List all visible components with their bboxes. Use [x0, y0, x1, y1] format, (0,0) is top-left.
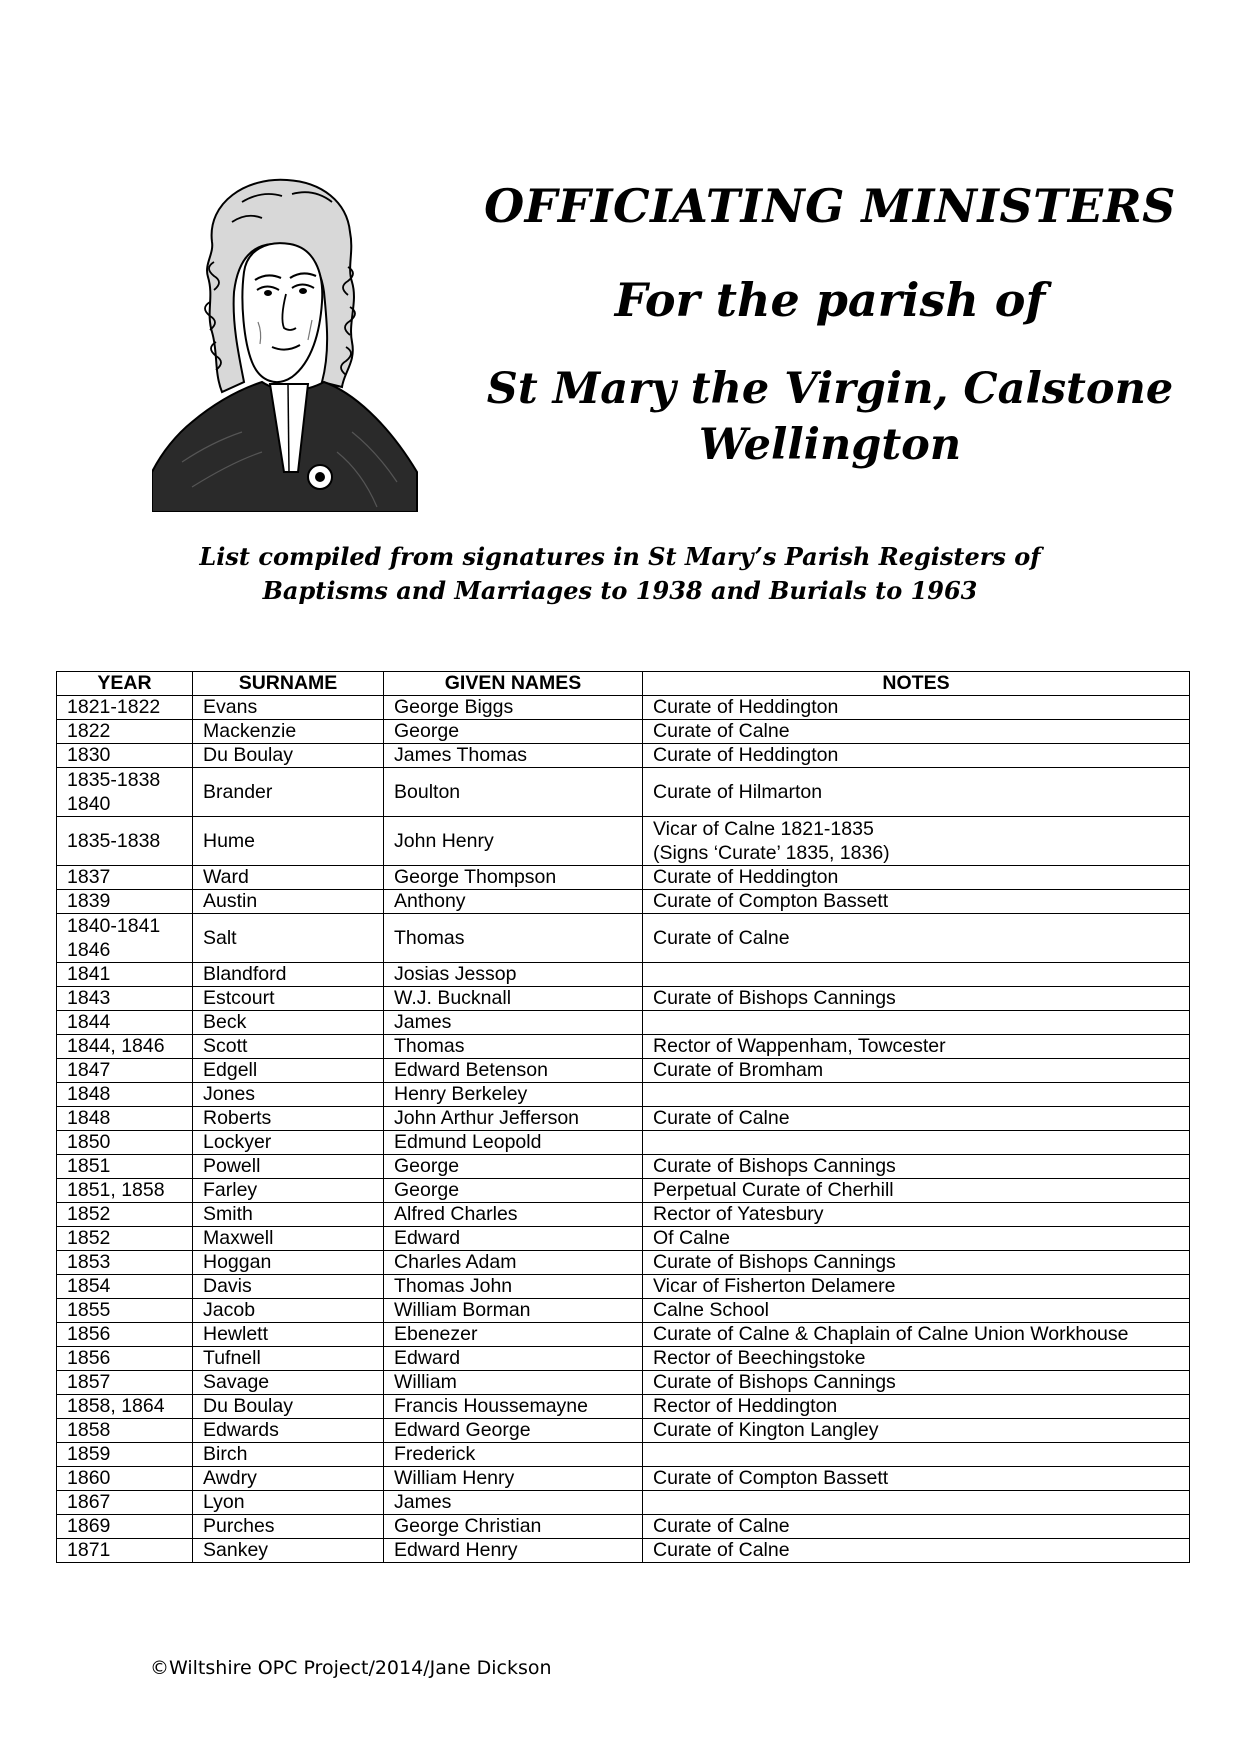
cell-year: 1857: [57, 1371, 193, 1395]
cell-surname: Maxwell: [193, 1227, 384, 1251]
cell-year: 1855: [57, 1299, 193, 1323]
title-line-3: St Mary the Virgin, Calstone: [486, 364, 1174, 414]
cell-notes: Rector of Beechingstoke: [643, 1347, 1190, 1371]
cell-given-names: William Henry: [384, 1467, 643, 1491]
table-row: [57, 1155, 1190, 1179]
cell-notes: Rector of Yatesbury: [643, 1203, 1190, 1227]
cell-notes: Perpetual Curate of Cherhill: [643, 1179, 1190, 1203]
cell-year: 1848: [57, 1107, 193, 1131]
cell-given-names: John Henry: [384, 817, 643, 866]
cell-surname: Beck: [193, 1011, 384, 1035]
cell-year: 1844, 1846: [57, 1035, 193, 1059]
cell-notes-line: (Signs ‘Curate’ 1835, 1836): [653, 842, 890, 864]
cell-surname: Farley: [193, 1179, 384, 1203]
table-row: [57, 963, 1190, 987]
document-title: [470, 178, 1190, 470]
cell-given-names: Ebenezer: [384, 1323, 643, 1347]
copyright-footer: ©Wiltshire OPC Project/2014/Jane Dickson: [150, 1657, 552, 1679]
cell-given-names: Josias Jessop: [384, 963, 643, 987]
cell-given-names: James: [384, 1011, 643, 1035]
table-row: [57, 1323, 1190, 1347]
cell-given-names: Thomas John: [384, 1275, 643, 1299]
cell-year: 1837: [57, 866, 193, 890]
document-subtitle: [130, 540, 1110, 608]
cell-notes: Curate of Bishops Cannings: [643, 1155, 1190, 1179]
cell-surname: Jones: [193, 1083, 384, 1107]
cell-notes: Curate of Bromham: [643, 1059, 1190, 1083]
cell-notes: Curate of Bishops Cannings: [643, 987, 1190, 1011]
cell-notes: Curate of Heddington: [643, 744, 1190, 768]
table-row: [57, 1467, 1190, 1491]
cell-year: 1821-1822: [57, 696, 193, 720]
table-row: [57, 1251, 1190, 1275]
cell-surname: Hewlett: [193, 1323, 384, 1347]
cell-surname: Hoggan: [193, 1251, 384, 1275]
cell-year: 1853: [57, 1251, 193, 1275]
cell-given-names: W.J. Bucknall: [384, 987, 643, 1011]
clergyman-portrait-icon: [152, 172, 422, 512]
table-row: [57, 1515, 1190, 1539]
table-row: [57, 866, 1190, 890]
table-row: [57, 720, 1190, 744]
cell-given-names: Frederick: [384, 1443, 643, 1467]
cell-surname: Austin: [193, 890, 384, 914]
cell-notes: [643, 1083, 1190, 1107]
cell-given-names: Alfred Charles: [384, 1203, 643, 1227]
cell-given-names: Edward Henry: [384, 1539, 643, 1563]
cell-surname: Birch: [193, 1443, 384, 1467]
cell-notes: Rector of Heddington: [643, 1395, 1190, 1419]
cell-given-names: Edward George: [384, 1419, 643, 1443]
table-row: [57, 1371, 1190, 1395]
cell-notes: Curate of Calne & Chaplain of Calne Union Workhouse: [643, 1323, 1190, 1347]
table-row: [57, 890, 1190, 914]
cell-surname: Tufnell: [193, 1347, 384, 1371]
cell-given-names: George Biggs: [384, 696, 643, 720]
cell-given-names: Edward: [384, 1347, 643, 1371]
title-line-1: OFFICIATING MINISTERS: [484, 179, 1176, 233]
cell-surname: Lockyer: [193, 1131, 384, 1155]
cell-notes: Curate of Heddington: [643, 866, 1190, 890]
cell-year: 1867: [57, 1491, 193, 1515]
cell-given-names: James Thomas: [384, 744, 643, 768]
cell-surname: Powell: [193, 1155, 384, 1179]
cell-surname: Davis: [193, 1275, 384, 1299]
cell-given-names: Edmund Leopold: [384, 1131, 643, 1155]
cell-notes: [643, 1491, 1190, 1515]
cell-notes: [643, 1011, 1190, 1035]
table-row: [57, 1419, 1190, 1443]
cell-year: 1856: [57, 1323, 193, 1347]
cell-notes: Vicar of Fisherton Delamere: [643, 1275, 1190, 1299]
cell-given-names: James: [384, 1491, 643, 1515]
cell-notes: Curate of Calne: [643, 914, 1190, 963]
header-surname: SURNAME: [193, 672, 384, 696]
cell-surname: Du Boulay: [193, 1395, 384, 1419]
cell-notes: [643, 963, 1190, 987]
table-row: [57, 817, 1190, 866]
cell-notes: Curate of Calne: [643, 1515, 1190, 1539]
subtitle-line-2: Baptisms and Marriages to 1938 and Burials to 1963: [262, 576, 978, 605]
cell-given-names: William: [384, 1371, 643, 1395]
cell-surname: Scott: [193, 1035, 384, 1059]
subtitle-line-1: List compiled from signatures in St Mary’s Parish Registers of: [199, 542, 1041, 571]
cell-year: 1843: [57, 987, 193, 1011]
cell-given-names: Charles Adam: [384, 1251, 643, 1275]
table-row: [57, 744, 1190, 768]
cell-surname: Salt: [193, 914, 384, 963]
cell-year: 1844: [57, 1011, 193, 1035]
table-row: [57, 1011, 1190, 1035]
cell-given-names: Edward Betenson: [384, 1059, 643, 1083]
cell-given-names: Edward: [384, 1227, 643, 1251]
ministers-table: [56, 671, 1190, 1563]
cell-surname: Sankey: [193, 1539, 384, 1563]
table-row: [57, 987, 1190, 1011]
cell-given-names: George Christian: [384, 1515, 643, 1539]
header-notes: NOTES: [643, 672, 1190, 696]
cell-given-names: William Borman: [384, 1299, 643, 1323]
cell-notes: [643, 817, 1190, 866]
cell-given-names: George: [384, 1179, 643, 1203]
cell-notes: Curate of Heddington: [643, 696, 1190, 720]
cell-surname: Blandford: [193, 963, 384, 987]
cell-notes: Curate of Compton Bassett: [643, 1467, 1190, 1491]
cell-year: 1839: [57, 890, 193, 914]
table-row: [57, 1203, 1190, 1227]
cell-notes: Curate of Hilmarton: [643, 768, 1190, 817]
table-row: [57, 1491, 1190, 1515]
cell-surname: Brander: [193, 768, 384, 817]
cell-year-line: 1846: [67, 939, 111, 961]
cell-given-names: Anthony: [384, 890, 643, 914]
table-row: [57, 1347, 1190, 1371]
cell-given-names: Thomas: [384, 914, 643, 963]
cell-surname: Hume: [193, 817, 384, 866]
table-row: [57, 1443, 1190, 1467]
cell-notes: Curate of Bishops Cannings: [643, 1371, 1190, 1395]
cell-surname: Savage: [193, 1371, 384, 1395]
cell-year: 1859: [57, 1443, 193, 1467]
cell-surname: Lyon: [193, 1491, 384, 1515]
cell-given-names: Boulton: [384, 768, 643, 817]
cell-notes: [643, 1131, 1190, 1155]
cell-year: 1848: [57, 1083, 193, 1107]
cell-year: 1856: [57, 1347, 193, 1371]
cell-surname: Estcourt: [193, 987, 384, 1011]
cell-surname: Edgell: [193, 1059, 384, 1083]
cell-given-names: George: [384, 720, 643, 744]
cell-given-names: John Arthur Jefferson: [384, 1107, 643, 1131]
cell-year: 1852: [57, 1227, 193, 1251]
cell-year: 1850: [57, 1131, 193, 1155]
cell-surname: Jacob: [193, 1299, 384, 1323]
cell-year-line: 1840-1841: [67, 915, 161, 937]
cell-given-names: Thomas: [384, 1035, 643, 1059]
cell-year: 1830: [57, 744, 193, 768]
table-row: [57, 1299, 1190, 1323]
cell-surname: Purches: [193, 1515, 384, 1539]
cell-year: 1822: [57, 720, 193, 744]
cell-notes-line: Vicar of Calne 1821-1835: [653, 818, 874, 840]
cell-surname: Ward: [193, 866, 384, 890]
cell-year: 1851, 1858: [57, 1179, 193, 1203]
title-line-4: Wellington: [698, 420, 962, 470]
table-row: [57, 1227, 1190, 1251]
cell-year: 1852: [57, 1203, 193, 1227]
table-row: [57, 696, 1190, 720]
table-header-row: [57, 672, 1190, 696]
cell-year-line: 1840: [67, 793, 111, 815]
cell-surname: Du Boulay: [193, 744, 384, 768]
cell-notes: Curate of Compton Bassett: [643, 890, 1190, 914]
cell-year: 1858: [57, 1419, 193, 1443]
cell-year: 1851: [57, 1155, 193, 1179]
cell-surname: Awdry: [193, 1467, 384, 1491]
table-row: [57, 1275, 1190, 1299]
cell-year-line: 1835-1838: [67, 769, 161, 791]
cell-year: [57, 768, 193, 817]
cell-notes: [643, 1443, 1190, 1467]
cell-year: 1869: [57, 1515, 193, 1539]
header-year: YEAR: [57, 672, 193, 696]
cell-year: 1860: [57, 1467, 193, 1491]
cell-notes: Curate of Calne: [643, 1107, 1190, 1131]
table-row: [57, 1131, 1190, 1155]
table-row: [57, 1395, 1190, 1419]
cell-given-names: George Thompson: [384, 866, 643, 890]
cell-notes: Curate of Bishops Cannings: [643, 1251, 1190, 1275]
cell-notes: Curate of Calne: [643, 720, 1190, 744]
cell-surname: Roberts: [193, 1107, 384, 1131]
cell-surname: Mackenzie: [193, 720, 384, 744]
header-given-names: GIVEN NAMES: [384, 672, 643, 696]
table-row: [57, 1083, 1190, 1107]
cell-notes: Rector of Wappenham, Towcester: [643, 1035, 1190, 1059]
table-row: [57, 914, 1190, 963]
cell-notes: Calne School: [643, 1299, 1190, 1323]
table-row: [57, 768, 1190, 817]
table-row: [57, 1539, 1190, 1563]
cell-year: 1858, 1864: [57, 1395, 193, 1419]
cell-surname: Edwards: [193, 1419, 384, 1443]
cell-given-names: George: [384, 1155, 643, 1179]
cell-notes: Curate of Kington Langley: [643, 1419, 1190, 1443]
table-row: [57, 1107, 1190, 1131]
cell-surname: Evans: [193, 696, 384, 720]
title-line-2: For the parish of: [614, 273, 1046, 327]
cell-surname: Smith: [193, 1203, 384, 1227]
cell-given-names: Francis Houssemayne: [384, 1395, 643, 1419]
cell-year: 1847: [57, 1059, 193, 1083]
cell-year: 1854: [57, 1275, 193, 1299]
cell-notes: Curate of Calne: [643, 1539, 1190, 1563]
cell-year: 1841: [57, 963, 193, 987]
cell-notes: Of Calne: [643, 1227, 1190, 1251]
cell-year: [57, 914, 193, 963]
table-row: [57, 1059, 1190, 1083]
cell-year: 1835-1838: [57, 817, 193, 866]
table-body: [57, 696, 1190, 1563]
table-row: [57, 1179, 1190, 1203]
cell-given-names: Henry Berkeley: [384, 1083, 643, 1107]
cell-year: 1871: [57, 1539, 193, 1563]
table-row: [57, 1035, 1190, 1059]
